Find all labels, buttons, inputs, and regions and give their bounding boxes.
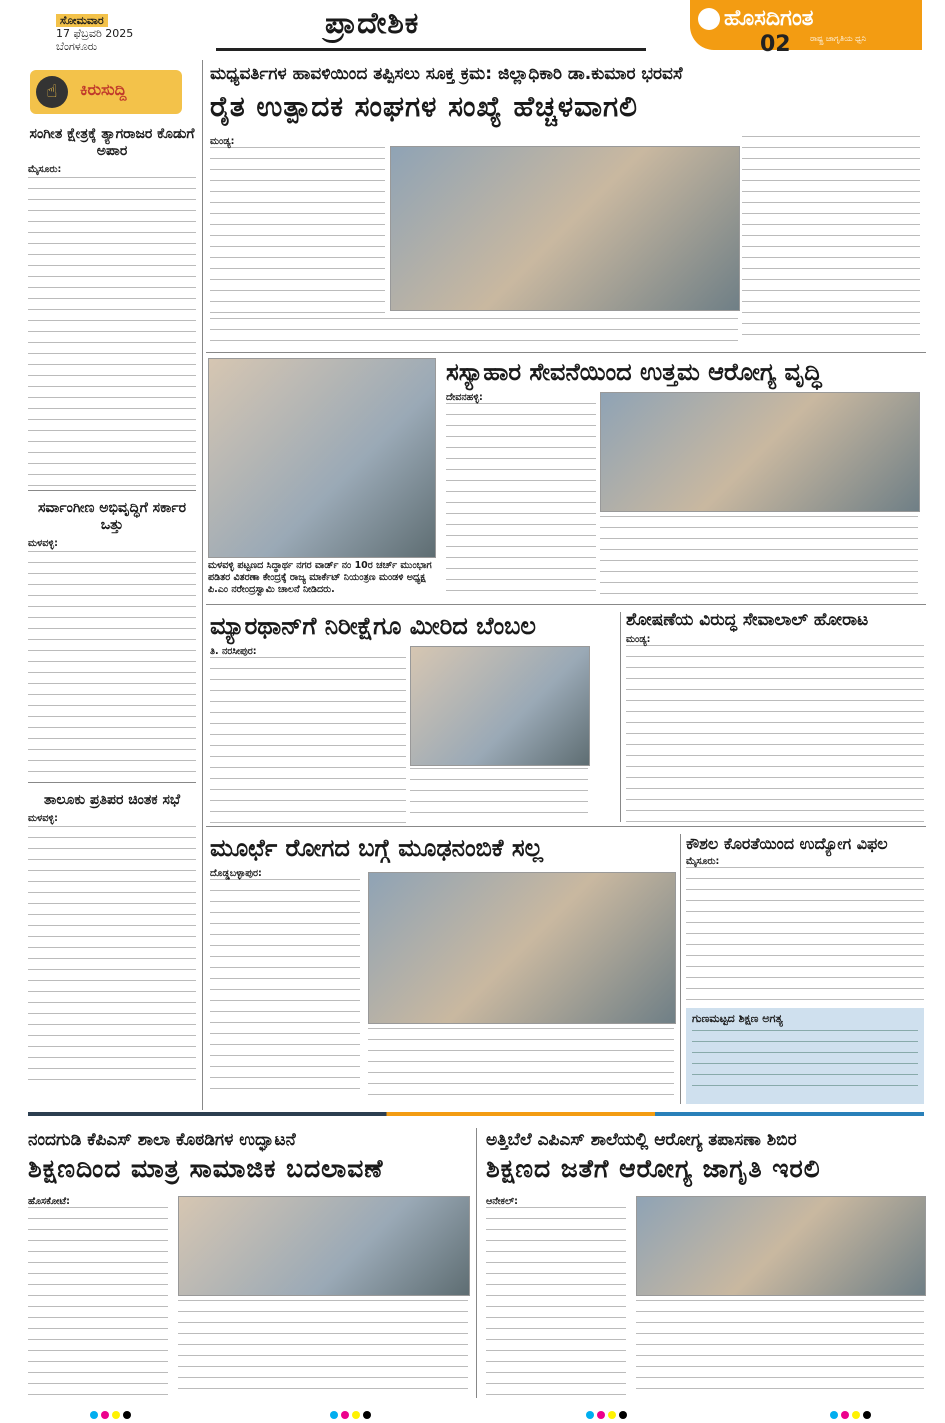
hand-icon: ☝ xyxy=(36,76,68,108)
column-rule xyxy=(476,1128,477,1398)
divider xyxy=(28,782,196,783)
story5-photo xyxy=(368,872,676,1024)
story2-dateline: ದೇವನಹಳ್ಳಿ: xyxy=(446,392,483,403)
divider xyxy=(206,352,926,353)
story2-photo-2 xyxy=(600,392,920,512)
factbox-body xyxy=(692,1030,918,1090)
brief-title: ತಾಲೂಕು ಪ್ರತಿಪರ ಚಿಂತಕ ಸಭೆ xyxy=(43,792,180,808)
registration-marks xyxy=(330,1404,374,1423)
lead-col-1 xyxy=(210,136,385,337)
lead-dateline: ಮಂಡ್ಯ: xyxy=(210,136,235,147)
brief-body xyxy=(28,551,196,785)
lead-body xyxy=(210,147,385,337)
story6-headline: ಕೌಶಲ ಕೊರತೆಯಿಂದ ಉದ್ಯೋಗ ವಿಫಲ xyxy=(686,834,888,853)
masthead-tagline: ರಾಷ್ಟ್ರ ಜಾಗೃತಿಯ ಧ್ವನಿ xyxy=(810,34,867,43)
factbox-title: ಗುಣಮಟ್ಟದ ಶಿಕ್ಷಣ ಅಗತ್ಯ xyxy=(692,1012,783,1025)
story2-col-1 xyxy=(446,392,596,593)
divider xyxy=(28,490,196,491)
brief-dateline: ಮೈಸೂರು: xyxy=(28,164,62,175)
header-date: 17 ಫೆಬ್ರವರಿ 2025 xyxy=(56,27,134,40)
story8-photo xyxy=(636,1196,926,1296)
story2-body xyxy=(446,403,596,593)
lead-kicker: ಮಧ್ಯವರ್ತಿಗಳ ಹಾವಳಿಯಿಂದ ತಪ್ಪಿಸಲು ಸೂಕ್ತ ಕ್ರಮ: ಜಿಲ್ಲಾಧಿಕಾರಿ ಡಾ.ಕುಮಾರ ಭರವಸೆ xyxy=(210,64,683,84)
story7-photo xyxy=(178,1196,470,1296)
story5-body xyxy=(210,879,360,1099)
column-rule xyxy=(680,834,681,1104)
section-title: ಪ್ರಾದೇಶಿಕ xyxy=(325,6,420,41)
masthead-logo-icon xyxy=(698,8,720,30)
story3-dateline: ತಿ. ನರಸೀಪುರ: xyxy=(210,646,257,657)
brief-body xyxy=(28,177,196,495)
divider xyxy=(206,604,926,605)
story7-body xyxy=(28,1207,168,1397)
brief-item-1 xyxy=(28,126,196,495)
brief-dateline: ಮಳವಳ್ಳಿ: xyxy=(28,538,58,549)
story2-headline: ಸಸ್ಯಾಹಾರ ಸೇವನೆಯಿಂದ ಉತ್ತಮ ಆರೋಗ್ಯ ವೃದ್ಧಿ xyxy=(446,358,822,386)
masthead-name: ಹೊಸದಿಗಂತ xyxy=(724,6,814,31)
section-divider-bar xyxy=(28,1112,924,1116)
story4-dateline: ಮಂಡ್ಯ: xyxy=(626,634,651,645)
lead-body-bottom xyxy=(210,318,738,348)
story6-factbox xyxy=(686,1008,924,1104)
story8-dateline: ಆನೇಕಲ್: xyxy=(486,1196,518,1207)
story5-headline: ಮೂರ್ಛೆ ರೋಗದ ಬಗ್ಗೆ ಮೂಢನಂಬಿಕೆ ಸಲ್ಲ xyxy=(210,834,543,862)
registration-marks xyxy=(586,1404,630,1423)
brief-title: ಸರ್ವಾಂಗೀಣ ಅಭಿವೃದ್ಧಿಗೆ ಸರ್ಕಾರ ಒತ್ತು xyxy=(38,500,186,533)
lead-body-right xyxy=(742,136,920,336)
brief-badge xyxy=(30,70,182,114)
lead-headline: ರೈತ ಉತ್ಪಾದಕ ಸಂಘಗಳ ಸಂಖ್ಯೆ ಹೆಚ್ಚಳವಾಗಲಿ xyxy=(210,90,638,123)
story5-dateline: ದೊಡ್ಡಬಳ್ಳಾಪುರ: xyxy=(210,868,262,879)
registration-marks xyxy=(90,1404,134,1423)
brief-title: ಸಂಗೀತ ಕ್ಷೇತ್ರಕ್ಕೆ ತ್ಯಾಗರಾಜರ ಕೊಡುಗೆ ಅಪಾರ xyxy=(29,126,195,159)
story8-body-2 xyxy=(636,1300,924,1390)
story6-body xyxy=(686,867,924,1007)
story7-dateline: ಹೊಸಕೋಟೆ: xyxy=(28,1196,70,1207)
story3-col-1 xyxy=(210,646,406,829)
registration-marks xyxy=(830,1404,874,1423)
story7-headline: ಶಿಕ್ಷಣದಿಂದ ಮಾತ್ರ ಸಾಮಾಜಿಕ ಬದಲಾವಣೆ xyxy=(28,1154,384,1183)
section-underline xyxy=(216,48,646,51)
lead-photo xyxy=(390,146,740,311)
story3-body-2 xyxy=(410,768,588,820)
story8-col-1 xyxy=(486,1196,626,1397)
story3-headline: ಮ್ಯಾರಥಾನ್‌ಗೆ ನಿರೀಕ್ಷೆಗೂ ಮೀರಿದ ಬೆಂಬಲ xyxy=(210,612,536,640)
story3-photo xyxy=(410,646,590,766)
column-rule xyxy=(202,60,203,1110)
brief-dateline: ಮಳವಳ್ಳಿ: xyxy=(28,813,58,824)
header-day: ಸೋಮವಾರ xyxy=(56,14,108,27)
page-number: 02 xyxy=(760,32,791,57)
story7-body-2 xyxy=(178,1300,468,1390)
brief-body xyxy=(28,826,196,1084)
story8-headline: ಶಿಕ್ಷಣದ ಜತೆಗೆ ಆರೋಗ್ಯ ಜಾಗೃತಿ ಇರಲಿ xyxy=(486,1154,821,1183)
header-city: ಬೆಂಗಳೂರು xyxy=(56,40,98,53)
story7-kicker: ನಂದಗುಡಿ ಕೆಪಿಎಸ್ ಶಾಲಾ ಕೊಠಡಿಗಳ ಉದ್ಘಾಟನೆ xyxy=(28,1130,296,1150)
story2-photo xyxy=(208,358,436,558)
story8-kicker: ಅತ್ತಿಬೆಲೆ ಎಪಿಎಸ್ ಶಾಲೆಯಲ್ಲಿ ಆರೋಗ್ಯ ತಪಾಸಣಾ ಶಿಬಿರ xyxy=(486,1130,797,1150)
story4-body xyxy=(626,645,924,825)
story4-body-wrap xyxy=(626,634,924,825)
story7-col-1 xyxy=(28,1196,168,1397)
story6-body-wrap xyxy=(686,856,924,1007)
brief-item-3 xyxy=(28,792,196,1084)
brief-badge-label: ಕಿರುಸುದ್ದಿ xyxy=(80,80,127,99)
story2-caption: ಮಳವಳ್ಳಿ ಪಟ್ಟಣದ ಸಿದ್ಧಾರ್ಥ ನಗರ ವಾರ್ಡ್ ನಂ 10ರ ಚರ್ಚ್ ಮುಂಭಾಗ ಪಡಿತರ ವಿತರಣಾ ಕೇಂದ್ರಕ್ಕೆ ರಾಜ್ಯ ಮಾರ್ಕೆಟ್ ನಿಯಂತ್ರಣ ಮಂಡಳಿ ಅಧ್ಯಕ್ಷ ಪಿ.ಎಂ ನರೇಂದ್ರಸ್ವಾಮಿ ಚಾಲನೆ ನೀಡಿದರು. xyxy=(208,560,432,595)
column-rule xyxy=(620,612,621,822)
story5-body-2 xyxy=(368,1028,674,1098)
story3-body xyxy=(210,657,406,829)
story6-dateline: ಮೈಸೂರು: xyxy=(686,856,720,867)
divider xyxy=(206,826,926,827)
story5-col-1 xyxy=(210,868,360,1099)
header-date-block xyxy=(56,14,133,53)
story4-headline: ಶೋಷಣೆಯ ವಿರುದ್ಧ ಸೇವಾಲಾಲ್ ಹೋರಾಟ xyxy=(626,610,869,630)
brief-item-2 xyxy=(28,500,196,785)
story2-body-2 xyxy=(600,516,918,596)
masthead xyxy=(690,0,922,50)
story8-body xyxy=(486,1207,626,1397)
